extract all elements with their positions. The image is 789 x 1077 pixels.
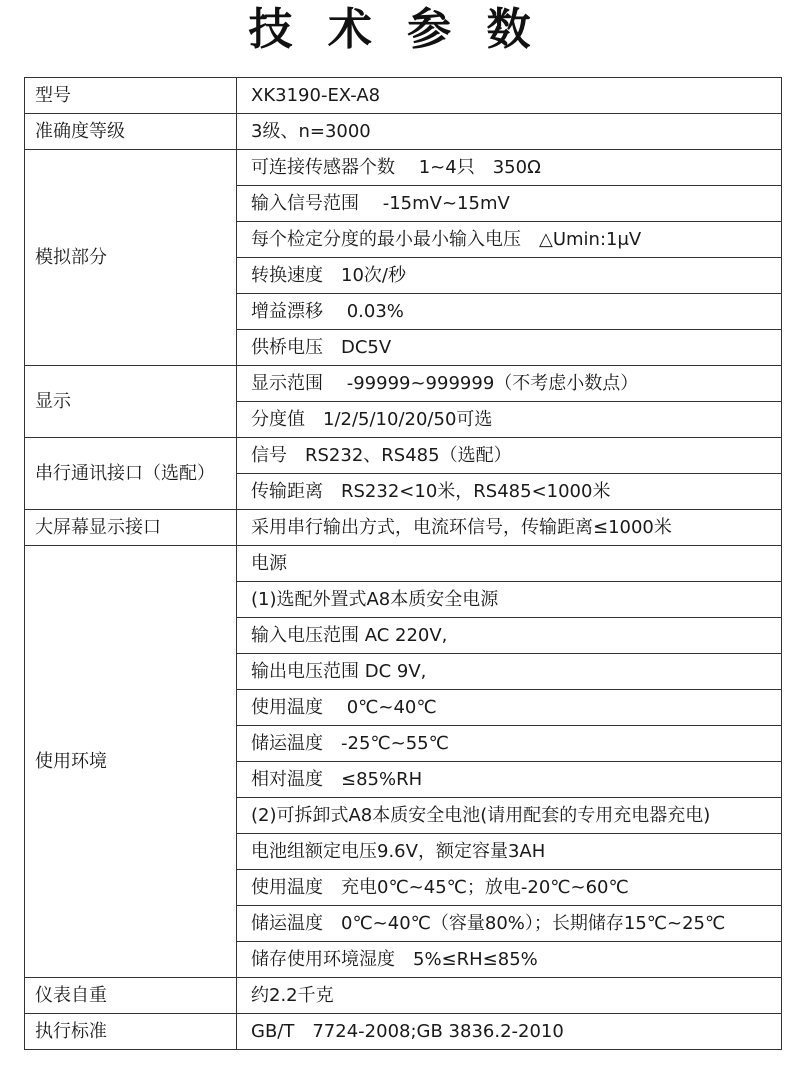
row-value: (1)选配外置式A8本质安全电源 <box>237 582 782 618</box>
row-value: 3级、n=3000 <box>237 114 782 150</box>
row-value: 分度值 1/2/5/10/20/50可选 <box>237 402 782 438</box>
row-value: 使用温度 0℃~40℃ <box>237 690 782 726</box>
row-value: 储存使用环境湿度 5%≤RH≤85% <box>237 942 782 978</box>
row-value: 输出电压范围 DC 9V, <box>237 654 782 690</box>
table-row-standard <box>25 1014 782 1050</box>
row-value: (2)可拆卸式A8本质安全电池(请用配套的专用充电器充电) <box>237 798 782 834</box>
row-value: 输入信号范围 -15mV~15mV <box>237 186 782 222</box>
row-label: 串行通讯接口（选配） <box>25 438 237 510</box>
row-value: 电源 <box>237 546 782 582</box>
row-value: 增益漂移 0.03% <box>237 294 782 330</box>
row-label: 使用环境 <box>25 546 237 978</box>
row-value: 每个检定分度的最小最小输入电压 △Umin:1μV <box>237 222 782 258</box>
row-value: 传输距离 RS232<10米，RS485<1000米 <box>237 474 782 510</box>
row-value: 电池组额定电压9.6V，额定容量3AH <box>237 834 782 870</box>
table-row-serial <box>25 438 782 474</box>
table-row-environment <box>25 546 782 582</box>
row-value: 供桥电压 DC5V <box>237 330 782 366</box>
row-value: 显示范围 -99999~999999（不考虑小数点） <box>237 366 782 402</box>
table-row-accuracy <box>25 114 782 150</box>
table-row-analog <box>25 150 782 186</box>
row-label: 模拟部分 <box>25 150 237 366</box>
row-value: 转换速度 10次/秒 <box>237 258 782 294</box>
row-value: 约2.2千克 <box>237 978 782 1014</box>
table-row-bigscreen <box>25 510 782 546</box>
page-title: 技 术 参 数 <box>248 4 541 55</box>
row-value: XK3190-EX-A8 <box>237 78 782 114</box>
row-value: 使用温度 充电0℃~45℃；放电-20℃~60℃ <box>237 870 782 906</box>
row-label: 执行标准 <box>25 1014 237 1050</box>
spec-table <box>24 77 782 1050</box>
table-row-weight <box>25 978 782 1014</box>
row-label: 型号 <box>25 78 237 114</box>
row-value: 储运温度 0℃~40℃（容量80%）；长期储存15℃~25℃ <box>237 906 782 942</box>
table-row-display <box>25 366 782 402</box>
row-value: GB/T 7724-2008;GB 3836.2-2010 <box>237 1014 782 1050</box>
row-value: 输入电压范围 AC 220V, <box>237 618 782 654</box>
row-label: 大屏幕显示接口 <box>25 510 237 546</box>
row-value: 可连接传感器个数 1~4只 350Ω <box>237 150 782 186</box>
row-value: 储运温度 -25℃~55℃ <box>237 726 782 762</box>
row-label: 仪表自重 <box>25 978 237 1014</box>
row-value: 相对温度 ≤85%RH <box>237 762 782 798</box>
row-label: 显示 <box>25 366 237 438</box>
table-row-model <box>25 78 782 114</box>
row-value: 信号 RS232、RS485（选配） <box>237 438 782 474</box>
row-label: 准确度等级 <box>25 114 237 150</box>
row-value: 采用串行输出方式，电流环信号，传输距离≤1000米 <box>237 510 782 546</box>
